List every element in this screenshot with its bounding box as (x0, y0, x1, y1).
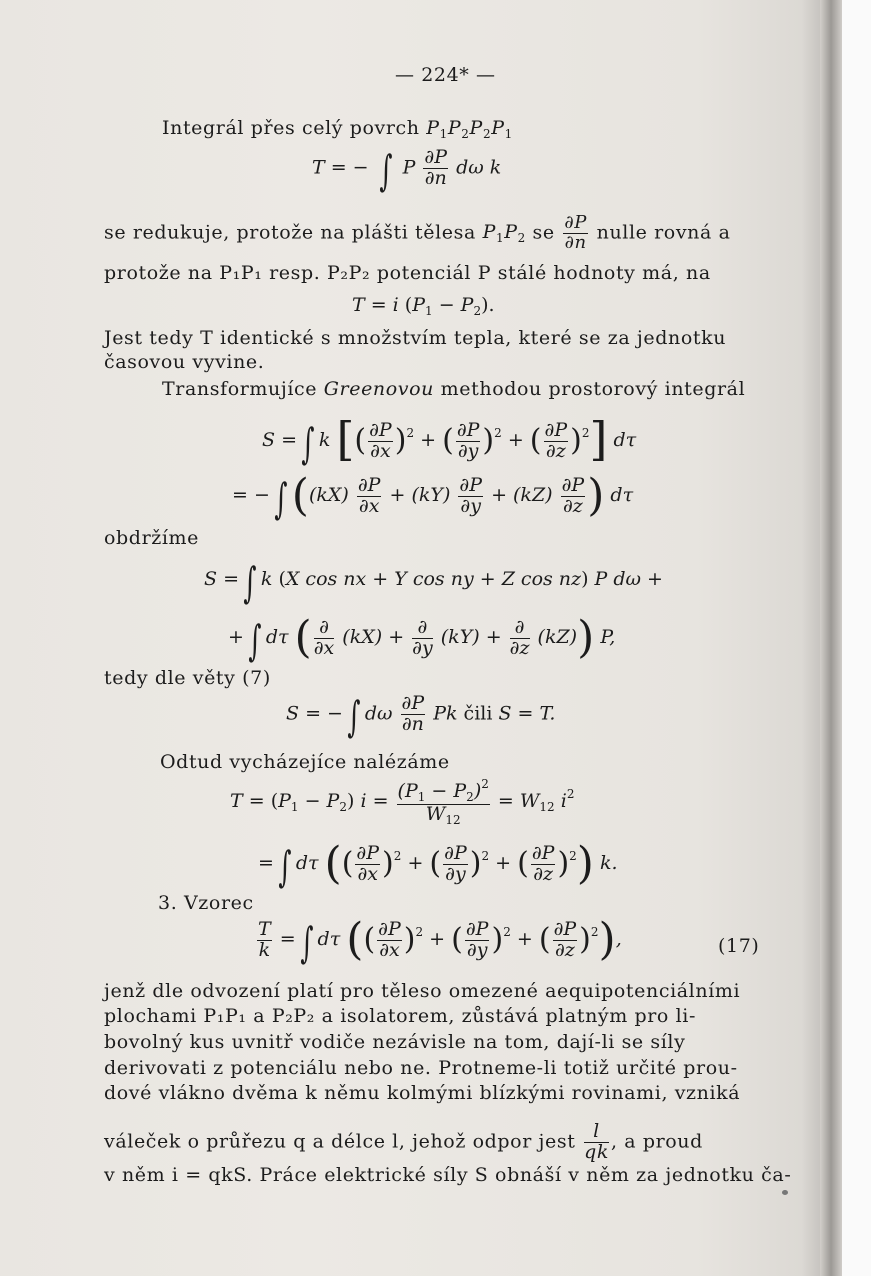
paragraph-line-2: plochami P₁P₁ a P₂P₂ a isolatorem, zůstává platným pro li- (104, 1005, 696, 1027)
paragraph-line-4: derivovati z potenciálu nebo ne. Protneme-li totiž určité prou- (104, 1057, 738, 1079)
paragraph-line-5: dové vlákno dvěma k němu kolmými blízkými rovinami, vzniká (104, 1082, 741, 1104)
page-edge (842, 0, 871, 1276)
text-line-7: obdržíme (104, 527, 199, 549)
text-line-10: 3. Vzorec (158, 892, 254, 914)
text-span: a proud (624, 1130, 703, 1153)
equation-17: $\frac{T}{k}$ = ∫ dτ (( $\frac{\partial P}{\partial x}$ )$^2$ + ( $\frac{\partial P}{\partial y}$ )$^2$ + ( $\frac{\partial P}{\partial z}$ )$^2$), (258, 914, 622, 967)
equation-number: (17) (718, 935, 760, 957)
text-line-4: Jest tedy T identické s množstvím tepla, které se za jednotku (104, 327, 727, 349)
equation-S-divergence: + ∫ dτ ( $\frac{\partial}{\partial x}$ (kX) + $\frac{\partial}{\partial y}$ (kY) + $\frac{\partial}{\partial z}$ (kZ)) P, (228, 612, 616, 665)
text-span: Transformujíce (162, 378, 318, 400)
equation-T-surface: T = − ∫ P $\frac{\partial P}{\partial n}$ dω k (312, 146, 502, 196)
text-span: methodou prostorový integrál (440, 378, 746, 400)
text-line-6 (162, 378, 822, 400)
equation-T-current: T = i $(P_1 - P_2)$. (352, 294, 495, 318)
equation-S-equals-T: S = − ∫ dω $\frac{\partial P}{\partial n}$ Pk čili S = T. (286, 692, 556, 742)
math-span: $P_1P_2$ (482, 221, 526, 246)
text-line-5: časovou vyvine. (104, 351, 265, 373)
equation-T-integral: = ∫ dτ (( $\frac{\partial P}{\partial x}$ )$^2$ + ( $\frac{\partial P}{\partial y}$ )$^2$ + ( $\frac{\partial P}{\partial z}$ )$^2$) k. (258, 838, 618, 891)
page-number: — 224* — (395, 64, 496, 86)
equation-S-volume: S = ∫ k [( $\frac{\partial P}{\partial x}$ )$^2$ + ( $\frac{\partial P}{\partial y}$ )$^2$ + ( $\frac{\partial P}{\partial z}$ )$^2$] dτ (262, 412, 637, 468)
text-span: váleček o průřezu q a délce l, jehož odpor jest (104, 1130, 576, 1153)
paragraph-line-1: jenž dle odvození platí pro těleso omezené aequipotenciálními (104, 980, 741, 1002)
text-span: Integrál přes celý povrch (162, 117, 420, 139)
binding-shadow (820, 0, 842, 1276)
paragraph-line-3: bovolný kus uvnitř vodiče nezávisle na tom, dají-li se síly (104, 1031, 686, 1053)
text-line-8: tedy dle věty (7) (104, 667, 271, 689)
text-line-9: Odtud vycházejíce nalézáme (160, 751, 450, 773)
text-span: se redukuje, protože na plášti tělesa (104, 221, 476, 244)
math-span: $P_1P_2P_2P_1$ (426, 117, 513, 141)
fraction: $\frac{l}{qk}$ (584, 1120, 609, 1163)
equation-S-transformed: = − ∫((kX) $\frac{\partial P}{\partial x}$ + (kY) $\frac{\partial P}{\partial y}$ + (kZ) $\frac{\partial P}{\partial z}$ ) dτ (232, 470, 634, 523)
equation-S-greens: S = ∫ k (X cos nx + Y cos ny + Z cos nz) P dω + (204, 558, 663, 607)
fraction: $\frac{\partial P}{\partial n}$ (564, 212, 587, 253)
paragraph-line-7: v něm i = qkS. Práce elektrické síly S obnáší v něm za jednotku ča- (104, 1164, 792, 1186)
paragraph-line-6: váleček o průřezu q a délce l, jehož odpor jest $\frac{l}{qk}$ , a proud (104, 1120, 703, 1163)
text-line-2 (104, 214, 764, 253)
text-line-3: protože na P₁P₁ resp. P₂P₂ potenciál P stálé hodnoty má, na (104, 262, 711, 284)
text-span: se (532, 221, 555, 244)
text-span: nulle rovná a (596, 221, 731, 244)
ink-spot (782, 1190, 788, 1195)
equation-T-joule: $T = (P_1 - P_2) i$ = $\frac{(P_1 - P_2)^2}{W_{12}}$ = $W_{12}$ $i^2$ (230, 777, 575, 827)
text-line-1 (162, 117, 822, 141)
text-span: Greenovou (323, 378, 435, 400)
